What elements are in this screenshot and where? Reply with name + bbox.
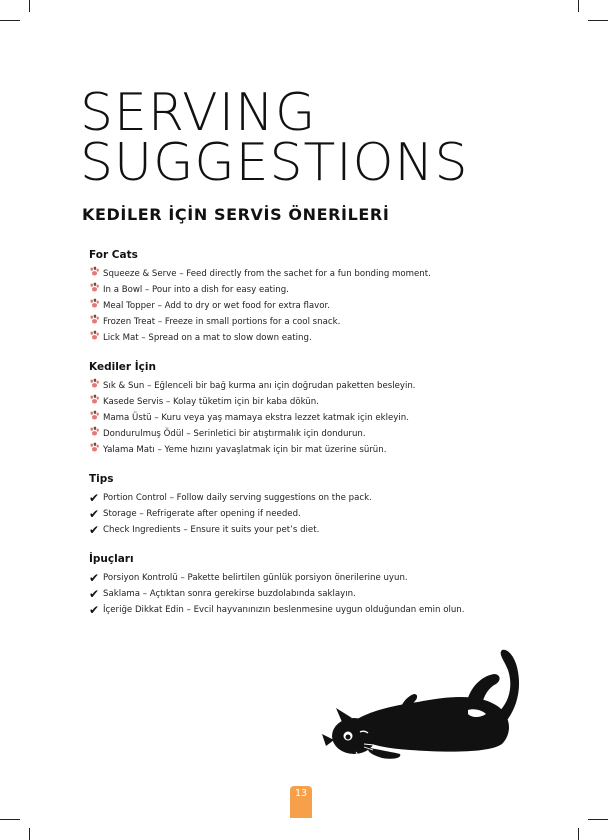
list-item-text: İçeriğe Dikkat Edin – Evcil hayvanınızın beslenmesine uygun olduğundan emin olun. xyxy=(103,605,465,615)
list-item xyxy=(89,506,559,522)
list-item-text: In a Bowl – Pour into a dish for easy eating. xyxy=(103,285,289,295)
list-item-text: Porsiyon Kontrolü – Pakette belirtilen günlük porsiyon önerilerine uyun. xyxy=(103,573,408,583)
section-3 xyxy=(89,552,559,618)
paw-icon xyxy=(89,330,101,347)
list-item-text: Mama Üstü – Kuru veya yaş mamaya ekstra lezzet katmak için ekleyin. xyxy=(103,413,409,423)
section-2 xyxy=(89,472,559,538)
checkmark-icon: ✔ xyxy=(89,587,100,601)
checkmark-icon: ✔ xyxy=(89,571,100,585)
crop-mark-top-left-h xyxy=(0,20,20,21)
list-item xyxy=(89,442,559,458)
section-0 xyxy=(89,248,559,346)
list-item xyxy=(89,570,559,586)
page-number: 13 xyxy=(294,788,308,799)
paw-icon xyxy=(89,394,101,411)
section-heading: Kediler İçin xyxy=(89,361,156,373)
crop-mark-bottom-right-h xyxy=(588,819,608,820)
list-item xyxy=(89,282,559,298)
list-item xyxy=(89,410,559,426)
section-heading: İpuçları xyxy=(89,553,134,565)
list-item xyxy=(89,298,559,314)
list-item-text: Storage – Refrigerate after opening if needed. xyxy=(103,509,301,519)
section-1 xyxy=(89,360,559,458)
paw-icon xyxy=(89,266,101,283)
crop-mark-top-right-h xyxy=(588,20,608,21)
checkmark-icon: ✔ xyxy=(89,491,100,505)
list-item-text: Yalama Matı – Yeme hızını yavaşlatmak için bir mat üzerine sürün. xyxy=(103,445,387,455)
crop-mark-top-right-v xyxy=(578,0,579,12)
paw-icon xyxy=(89,442,101,459)
list-item xyxy=(89,314,559,330)
paw-icon xyxy=(89,314,101,331)
list-item-text: Frozen Treat – Freeze in small portions for a cool snack. xyxy=(103,317,341,327)
list-item xyxy=(89,602,559,618)
list-item xyxy=(89,426,559,442)
list-item-text: Meal Topper – Add to dry or wet food for extra flavor. xyxy=(103,301,330,311)
list-item-text: Portion Control – Follow daily serving suggestions on the pack. xyxy=(103,493,372,503)
checkmark-icon: ✔ xyxy=(89,507,100,521)
sections-container xyxy=(89,248,559,632)
list-item-text: Check Ingredients – Ensure it suits your pet’s diet. xyxy=(103,525,320,535)
list-item xyxy=(89,266,559,282)
page-subtitle: KEDİLER İÇİN SERVİS ÖNERİLERİ xyxy=(82,205,390,224)
crop-mark-bottom-left-v xyxy=(29,828,30,840)
paw-icon xyxy=(89,282,101,299)
list-item-text: Sık & Sun – Eğlenceli bir bağ kurma anı için doğrudan paketten besleyin. xyxy=(103,381,416,391)
list-item xyxy=(89,490,559,506)
list-item-text: Dondurulmuş Ödül – Serinletici bir atıştırmalık için dondurun. xyxy=(103,429,366,439)
list-item xyxy=(89,586,559,602)
page-title xyxy=(80,83,469,193)
paw-icon xyxy=(89,426,101,443)
title-line-2: SUGGESTIONS xyxy=(80,133,469,193)
list-item-text: Lick Mat – Spread on a mat to slow down eating. xyxy=(103,333,312,343)
list-item xyxy=(89,394,559,410)
list-item-text: Saklama – Açtıktan sonra gerekirse buzdolabında saklayın. xyxy=(103,589,356,599)
crop-mark-bottom-right-v xyxy=(578,828,579,840)
paw-icon xyxy=(89,410,101,427)
list-item-text: Kasede Servis – Kolay tüketim için bir kaba dökün. xyxy=(103,397,319,407)
list-item-text: Squeeze & Serve – Feed directly from the sachet for a fun bonding moment. xyxy=(103,269,431,279)
title-line-1: SERVING xyxy=(80,83,317,143)
list-item xyxy=(89,522,559,538)
checkmark-icon: ✔ xyxy=(89,523,100,537)
section-heading: For Cats xyxy=(89,249,138,261)
crop-mark-bottom-left-h xyxy=(0,819,20,820)
paw-icon xyxy=(89,298,101,315)
list-item xyxy=(89,378,559,394)
black-cat-illustration xyxy=(318,648,528,763)
checkmark-icon: ✔ xyxy=(89,603,100,617)
section-heading: Tips xyxy=(89,473,114,485)
list-item xyxy=(89,330,559,346)
paw-icon xyxy=(89,378,101,395)
crop-mark-top-left-v xyxy=(29,0,30,12)
